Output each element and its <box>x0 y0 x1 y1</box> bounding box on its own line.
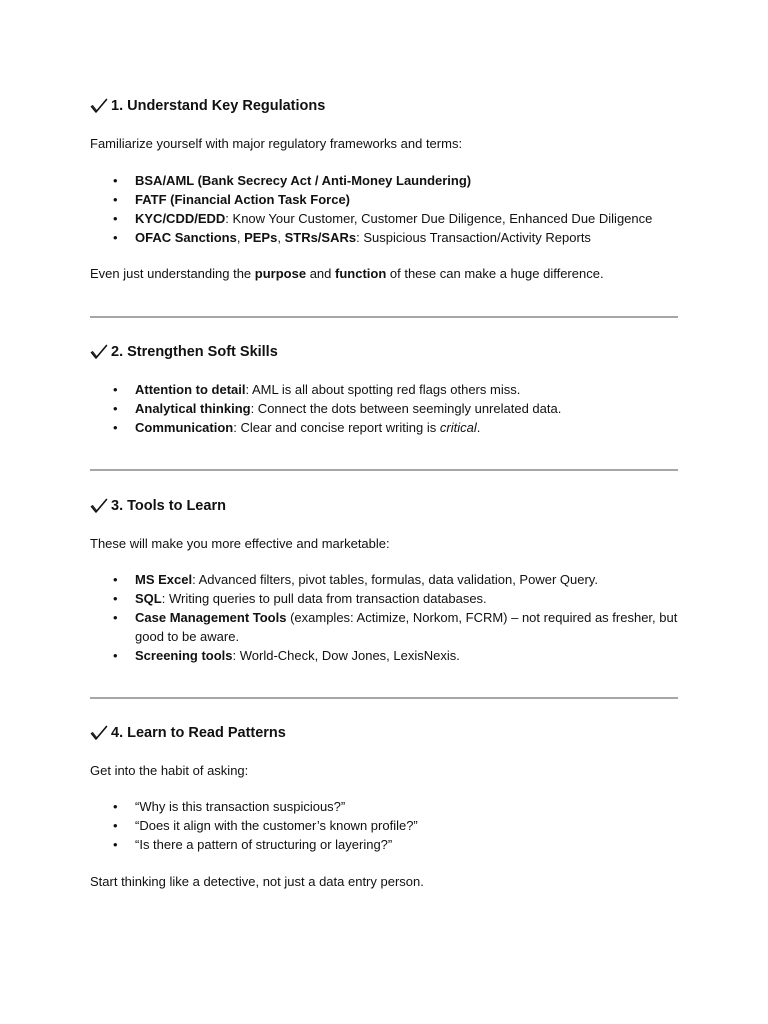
list-item <box>90 209 678 228</box>
bullet-list <box>90 797 678 854</box>
section-heading <box>90 96 678 116</box>
document-page <box>90 0 678 891</box>
section-intro: These will make you more effective and marketable: <box>90 536 390 551</box>
bullet-icon: • <box>113 211 118 226</box>
bullet-icon: • <box>113 648 118 663</box>
section-intro: Familiarize yourself with major regulatory frameworks and terms: <box>90 136 463 151</box>
section-heading-text: 1. Understand Key Regulations <box>111 98 326 114</box>
bullet-icon: • <box>113 401 118 416</box>
plain-text: : Writing queries to pull data from transaction databases. <box>161 591 487 606</box>
bullet-icon: • <box>113 610 118 625</box>
italic-text: critical <box>439 420 477 435</box>
plain-text: : Connect the dots between seemingly unrelated data. <box>250 401 562 416</box>
bullet-icon: • <box>113 420 118 435</box>
section-heading-text: 3. Tools to Learn <box>111 498 226 514</box>
bullet-icon: • <box>113 192 118 207</box>
bullet-icon: • <box>113 230 118 245</box>
plain-text: : Suspicious Transaction/Activity Reports <box>356 230 591 245</box>
section-regulations <box>90 0 678 283</box>
list-item <box>90 797 678 816</box>
plain-text: : World-Check, Dow Jones, LexisNexis. <box>232 648 460 663</box>
bold-text: function <box>335 266 387 281</box>
section-patterns <box>90 699 678 891</box>
list-item <box>90 190 678 209</box>
bold-text: Case Management Tools <box>135 610 287 625</box>
bullet-icon: • <box>113 591 118 606</box>
plain-text: “Why is this transaction suspicious?” <box>135 799 346 814</box>
plain-text: “Does it align with the customer’s known profile?” <box>135 818 418 833</box>
bold-text: PEPs <box>244 230 278 245</box>
bullet-list <box>90 171 678 247</box>
bullet-icon: • <box>113 837 118 852</box>
bullet-icon: • <box>113 572 118 587</box>
bold-text: BSA/AML (Bank Secrecy Act / Anti-Money Laundering) <box>135 173 472 188</box>
bold-text: Communication <box>135 420 234 435</box>
bold-text: KYC/CDD/EDD <box>135 211 226 226</box>
bold-text: Attention to detail <box>135 382 246 397</box>
check-icon <box>90 725 108 741</box>
plain-text: : Advanced filters, pivot tables, formulas, data validation, Power Query. <box>192 572 598 587</box>
bullet-icon: • <box>113 382 118 397</box>
bullet-icon: • <box>113 173 118 188</box>
bold-text: purpose <box>254 266 307 281</box>
bold-text: FATF (Financial Action Task Force) <box>135 192 351 207</box>
bullet-list <box>90 570 678 665</box>
bold-text: SQL <box>135 591 162 606</box>
list-item <box>90 835 678 854</box>
plain-text: : AML is all about spotting red flags others miss. <box>245 382 521 397</box>
bold-text: Analytical thinking <box>135 401 251 416</box>
section-intro: Get into the habit of asking: <box>90 763 249 778</box>
plain-text: , <box>236 230 245 245</box>
bullet-icon: • <box>113 818 118 833</box>
section-heading-text: 2. Strengthen Soft Skills <box>111 344 278 360</box>
section-heading-text: 4. Learn to Read Patterns <box>111 725 286 741</box>
section-outro <box>90 264 678 283</box>
list-item <box>90 816 678 835</box>
plain-text: : Clear and concise report writing is <box>233 420 440 435</box>
section-outro <box>90 872 678 891</box>
check-icon <box>90 98 108 114</box>
check-icon <box>90 344 108 360</box>
section-soft-skills <box>90 318 678 437</box>
bold-text: STRs/SARs <box>284 230 357 245</box>
plain-text: , <box>277 230 285 245</box>
list-item <box>90 570 678 589</box>
list-item <box>90 228 678 247</box>
section-heading <box>90 496 678 516</box>
list-item <box>90 608 678 646</box>
plain-text: . <box>476 420 481 435</box>
plain-text: and <box>306 266 335 281</box>
section-heading <box>90 723 678 743</box>
plain-text: : Know Your Customer, Customer Due Diligence, Enhanced Due Diligence <box>225 211 653 226</box>
check-icon <box>90 498 108 514</box>
section-tools <box>90 471 678 665</box>
list-item <box>90 646 678 665</box>
plain-text: “Is there a pattern of structuring or layering?” <box>135 837 393 852</box>
list-item <box>90 589 678 608</box>
plain-text: (examples: Actimize, Norkom, FCRM) – not required as fresher, but good to be aware. <box>135 610 678 644</box>
plain-text: Start thinking like a detective, not just a data entry person. <box>90 874 424 889</box>
plain-text: of these can make a huge difference. <box>386 266 604 281</box>
list-item <box>90 418 678 437</box>
list-item <box>90 399 678 418</box>
list-item <box>90 380 678 399</box>
bullet-icon: • <box>113 799 118 814</box>
list-item <box>90 171 678 190</box>
plain-text: Even just understanding the <box>90 266 255 281</box>
bold-text: Screening tools <box>135 648 233 663</box>
bold-text: OFAC Sanctions <box>135 230 237 245</box>
bullet-list <box>90 380 678 437</box>
bold-text: MS Excel <box>135 572 193 587</box>
section-heading <box>90 342 678 362</box>
